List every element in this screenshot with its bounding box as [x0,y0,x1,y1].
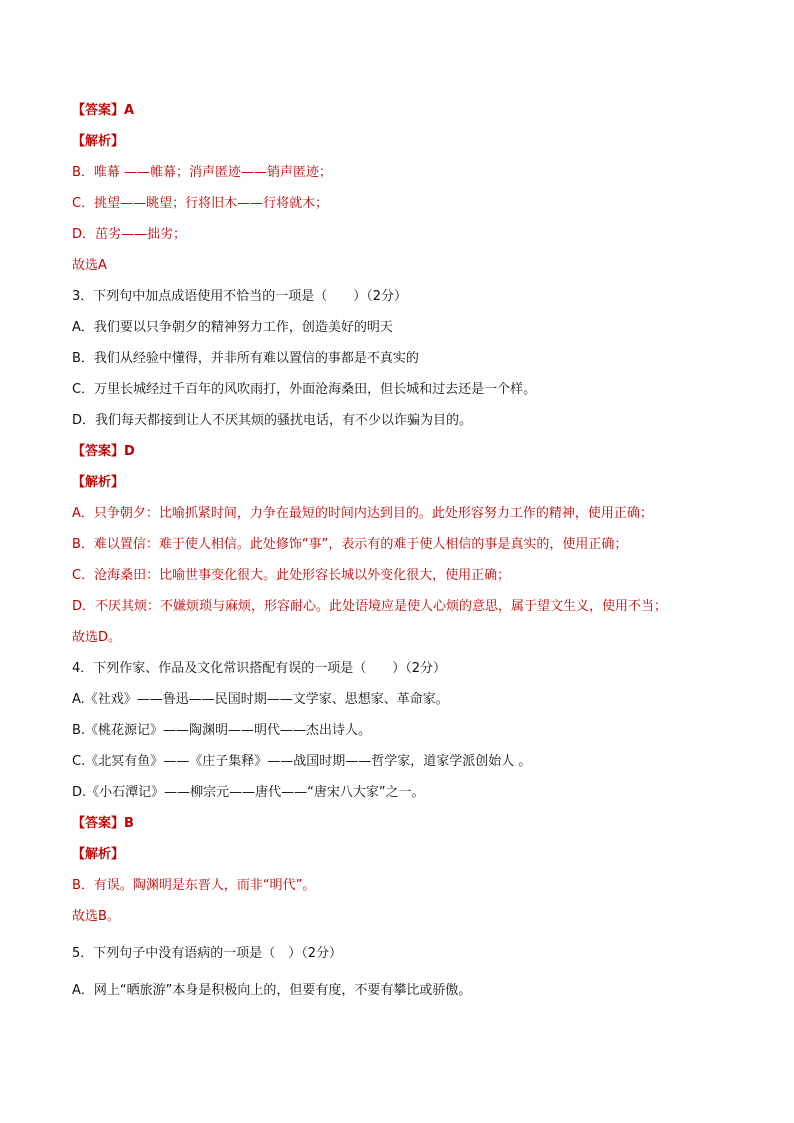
question-3-option-a: A．我们要以只争朝夕的精神努力工作，创造美好的明天 [72,320,393,335]
analysis-line: D．不厌其烦：不嫌烦琐与麻烦，形容耐心。此处语境应是使人心烦的意思，属于望文生义，使用不当； [72,599,668,614]
question-3-option-c: C．万里长城经过千百年的风吹雨打，外面沧海桑田，但长城和过去还是一个样。 [72,382,537,397]
analysis-line: B．有误。陶渊明是东晋人，而非“明代”。 [72,878,316,893]
question-5-stem: 5．下列句子中没有语病的一项是（ ）（2分） [72,946,343,961]
question-4-option-b: B.《桃花源记》——陶渊明——明代——杰出诗人。 [72,723,372,738]
analysis-line: C．沧海桑田：比喻世事变化很大。此处形容长城以外变化很大，使用正确； [72,568,511,583]
conclusion-line: 故选B。 [72,909,120,924]
conclusion-line: 故选A [72,258,107,273]
question-4-stem: 4．下列作家、作品及文化常识搭配有误的一项是（ ）（2分） [72,661,447,676]
analysis-line: A．只争朝夕：比喻抓紧时间，力争在最短的时间内达到目的。此处形容努力工作的精神，使用正确； [72,506,653,521]
analysis-line: B．唯幕 ——帷幕；消声匿迹——销声匿迹； [72,165,333,180]
analysis-line: B．难以置信：难于使人相信。此处修饰“事”，表示有的难于使人相信的事是真实的，使用正确； [72,537,628,552]
answer-heading: 【答案】B [72,816,134,831]
analysis-heading: 【解析】 [72,847,125,862]
conclusion-line: 故选D。 [72,630,122,645]
analysis-heading: 【解析】 [72,134,125,149]
question-5-option-a: A．网上“晒旅游”本身是积极向上的，但要有度，不要有攀比或骄傲。 [72,983,472,998]
analysis-line: D．茁劣——拙劣； [72,227,187,242]
analysis-heading: 【解析】 [72,475,125,490]
question-3-option-b: B．我们从经验中懂得，并非所有难以置信的事都是不真实的 [72,351,419,366]
question-4-option-c: C.《北冥有鱼》——《庄子集释》——战国时期——哲学家，道家学派创始人 。 [72,754,532,769]
analysis-line: C．挑望——眺望；行将旧木——行将就木； [72,196,329,211]
answer-heading: 【答案】A [72,103,135,118]
question-4-option-d: D.《小石潭记》——柳宗元——唐代——“唐宋八大家”之一。 [72,785,425,800]
question-3-option-d: D．我们每天都接到让人不厌其烦的骚扰电话，有不少以诈骗为目的。 [72,413,473,428]
question-3-stem: 3．下列句中加点成语使用不恰当的一项是（ ）（2分） [72,289,408,304]
question-4-option-a: A.《社戏》——鲁迅——民国时期——文学家、思想家、革命家。 [72,692,449,707]
answer-heading: 【答案】D [72,444,135,459]
